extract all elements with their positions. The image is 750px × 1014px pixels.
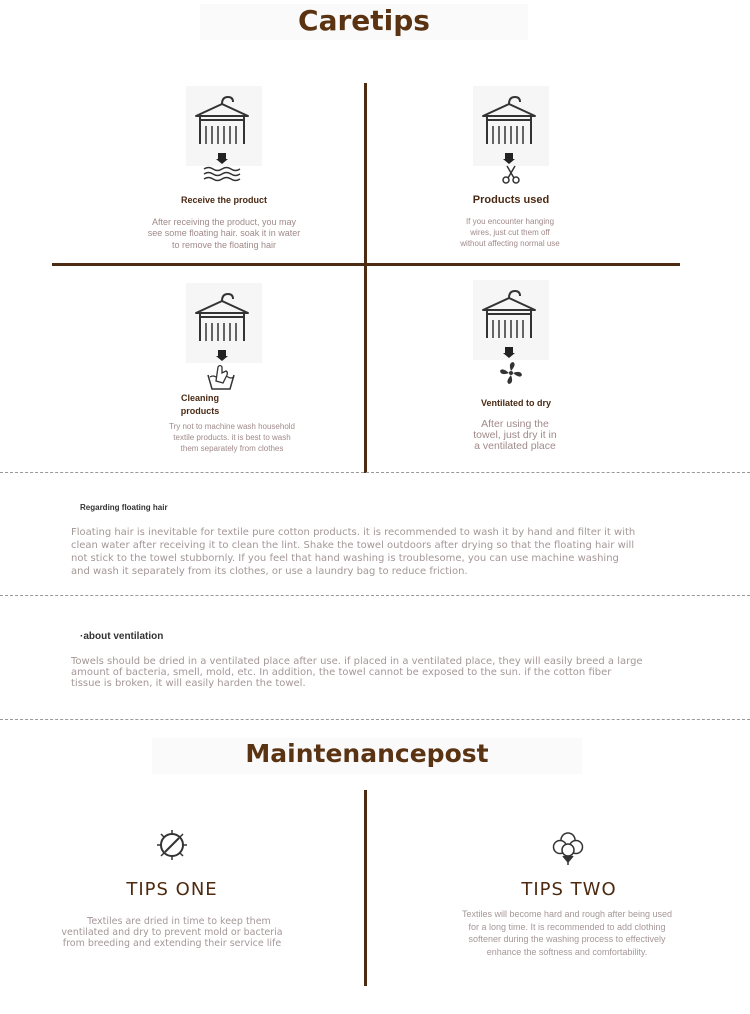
- fan-icon: [499, 361, 523, 385]
- desc-line: see some floating hair. soak it in water: [147, 228, 301, 239]
- ventilation-heading: ·about ventilation: [80, 631, 164, 642]
- maintenance-title: Maintenancepost: [245, 739, 489, 768]
- cell-desc-products-used: [420, 216, 600, 250]
- floating-hair-heading: Regarding floating hair: [80, 503, 168, 512]
- para-line: Floating hair is inevitable for textile pure cotton products. it is recommended to wash it by hand and filter it with: [71, 527, 636, 538]
- para-line: Towels should be dried in a ventilated place after use. if placed in a ventilated place, they will easily breed a large: [71, 656, 643, 667]
- tip-one-desc: [40, 917, 304, 950]
- tip-one-title: TIPS ONE: [126, 879, 218, 900]
- maintenance-vertical-divider: [364, 790, 367, 986]
- para-line: tissue is broken, it will easily harden the towel.: [71, 678, 306, 689]
- ventilation-paragraph: [71, 656, 711, 689]
- tip-line: softener during the washing process to effectively: [468, 934, 666, 945]
- para-line: and wash it separately from its clothes, or use a laundry bag to reduce friction.: [71, 566, 468, 577]
- desc-line: a ventilated place: [474, 440, 556, 453]
- hanger-towel-icon: [186, 86, 262, 166]
- dashed-separator: [0, 595, 750, 596]
- tip-line: enhance the softness and comfortability.: [486, 946, 648, 957]
- tip-line: from breeding and extending their service life: [62, 937, 282, 949]
- tip-two-desc: [432, 908, 702, 958]
- cell-label-ventilated: Ventilated to dry: [480, 398, 551, 408]
- tip-two-title: TIPS TWO: [521, 879, 617, 900]
- desc-line: without affecting normal use: [460, 239, 560, 249]
- grid-vertical-divider: [364, 83, 367, 473]
- scissors-icon: [500, 164, 522, 186]
- cell-desc-ventilated: [440, 419, 590, 452]
- tip-line: Textiles are dried in time to keep them: [87, 916, 271, 927]
- hanger-towel-icon: [186, 283, 262, 363]
- cell-label-products-used: Products used: [472, 194, 550, 206]
- desc-line: them separately from clothes: [180, 444, 284, 454]
- label-line: Cleaning: [180, 393, 219, 403]
- caretips-title: Caretips: [298, 4, 430, 37]
- desc-line: to remove the floating hair: [171, 239, 277, 250]
- hanger-towel-icon: [473, 280, 549, 360]
- para-line: clean water after receiving it to clean the lint. Shake the towel outdoors after drying so that the floating hair will: [71, 540, 635, 551]
- desc-line: textile products. it is best to wash: [173, 433, 291, 443]
- cell-label-cleaning: [160, 392, 240, 418]
- desc-line: towel, just dry it in: [473, 429, 557, 442]
- sun-icon: [156, 829, 188, 861]
- hanger-towel-icon: [473, 86, 549, 166]
- desc-line: wires, just cut them off: [470, 228, 550, 238]
- tip-line: ventilated and dry to prevent mold or bacteria: [61, 926, 283, 938]
- para-line: not stick to the towel stubbornly. If you feel that hand washing is troublesome, you can use machine washing: [71, 553, 619, 564]
- cell-desc-receive: [110, 217, 338, 251]
- dashed-separator: [0, 719, 750, 720]
- grid-horizontal-divider: [52, 263, 680, 266]
- hand-wash-icon: [206, 363, 236, 391]
- waves-icon: [203, 166, 241, 182]
- cotton-icon: [551, 830, 585, 866]
- tip-line: for a long time. It is recommended to add clothing: [468, 921, 666, 932]
- cell-desc-cleaning: [118, 421, 346, 455]
- desc-line: After receiving the product, you may: [151, 217, 297, 227]
- floating-hair-paragraph: [71, 526, 711, 578]
- cell-label-receive: Receive the product: [180, 195, 268, 205]
- para-line: amount of bacteria, smell, mold, etc. In addition, the towel cannot be exposed to the sun. if the cotton fiber: [71, 667, 612, 678]
- label-line: products: [180, 406, 220, 416]
- dashed-separator: [0, 472, 750, 473]
- tip-line: Textiles will become hard and rough after being used: [461, 909, 673, 919]
- desc-line: Try not to machine wash household: [169, 422, 295, 431]
- desc-line: If you encounter hanging: [465, 217, 555, 226]
- desc-line: After using the: [481, 418, 549, 430]
